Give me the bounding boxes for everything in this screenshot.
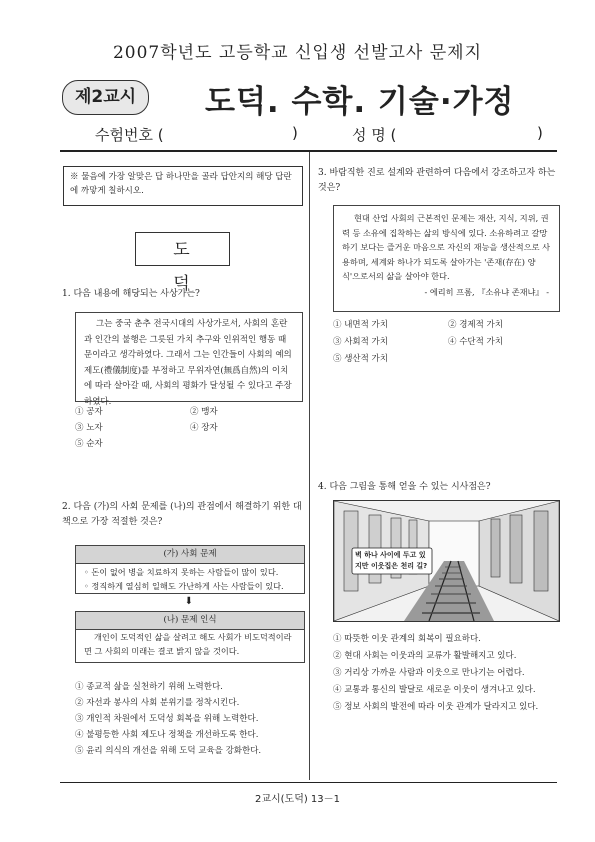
q3-stem: 3. 바람직한 진로 설계와 관련하여 다음에서 강조하고자 하는 것은? xyxy=(318,168,556,193)
q4-option-4: ④ 교통과 통신의 발달로 새로운 이웃이 생겨나고 있다. xyxy=(333,685,536,695)
q2-box-b-text: 개인이 도덕적인 삶을 살려고 해도 사회가 비도덕적이라면 그 사회의 미래는 결코 밝지 않을 것이다. xyxy=(84,632,292,656)
q2-option-1: ① 종교적 삶을 실천하기 위해 노력한다. xyxy=(75,682,223,692)
q3-option-1: ① 내면적 가치 xyxy=(333,320,388,330)
exam-title: 2007학년도 고등학교 신입생 선발고사 문제지 xyxy=(112,43,483,63)
q2-box-a-line-1: ◦ 돈이 없어 병을 치료하지 못하는 사람들이 많이 있다. xyxy=(84,567,279,577)
subjects-title: 도덕. 수학. 기술·가정 xyxy=(205,84,515,120)
q1-passage: 그는 중국 춘추 전국시대의 사상가로서, 사회의 혼란과 인간의 불행은 그릇된 가치 추구와 인위적인 행동 때문이라고 생각하였다. 그래서 그는 인간들이 사회의 예의 제도(禮儀制度)를 부정하고 무위자연(無爲自然)의 이치에 따라 살아갈 때, 사회의 평화가 달성될 수 있다고 주장하였다. xyxy=(75,312,303,402)
name-close: ) xyxy=(537,124,543,142)
q3-option-5: ⑤ 생산적 가치 xyxy=(333,354,388,364)
q2-box-a xyxy=(75,545,305,594)
q4-stem: 4. 다음 그림을 통해 얻을 수 있는 시사점은? xyxy=(318,482,491,492)
q4-option-2: ② 현대 사회는 이웃과의 교류가 활발해지고 있다. xyxy=(333,651,517,661)
q1-option-1: ① 공자 xyxy=(75,407,103,417)
page-footer: 2교시(도덕) 13－1 xyxy=(254,794,341,805)
q2-stem: 2. 다음 (가)의 사회 문제를 (나)의 관점에서 해결하기 위한 대책으로 가장 적절한 것은? xyxy=(62,502,302,527)
exam-number-close: ) xyxy=(292,124,298,142)
q3-option-4: ④ 수단적 가치 xyxy=(448,337,503,347)
q2-box-a-line-2: ◦ 정직하게 열심히 일해도 가난하게 사는 사람들이 있다. xyxy=(84,581,284,591)
q2-option-2: ② 자선과 봉사의 사회 분위기를 정착시킨다. xyxy=(75,698,240,708)
q4-speech-bubble: 벽 하나 사이에 두고 있지만 이웃집은 천리 길? xyxy=(355,551,428,570)
exam-number-label: 수험번호 ( xyxy=(95,126,164,144)
q2-box-b xyxy=(75,611,305,663)
name-label: 성 명 ( xyxy=(352,126,397,144)
q1-option-3: ③ 노자 xyxy=(75,423,103,433)
down-arrow-icon: ⬇ xyxy=(184,596,194,607)
footer-rule xyxy=(60,782,557,783)
section-heading: 도 덕 xyxy=(135,232,230,266)
q2-box-b-title: (나) 문제 인식 xyxy=(76,612,304,630)
q2-option-4: ④ 불평등한 사회 제도나 정책을 개선하도록 한다. xyxy=(75,730,259,740)
q2-option-3: ③ 개인적 차원에서 도덕성 회복을 위해 노력한다. xyxy=(75,714,259,724)
q1-option-2: ② 맹자 xyxy=(190,407,218,417)
period-badge: 제2교시 xyxy=(62,80,149,115)
q3-option-3: ③ 사회적 가치 xyxy=(333,337,388,347)
q4-illustration xyxy=(333,500,560,622)
q2-option-5: ⑤ 윤리 의식의 개선을 위해 도덕 교육을 강화한다. xyxy=(75,746,262,756)
q3-option-2: ② 경제적 가치 xyxy=(448,320,503,330)
column-divider xyxy=(309,152,310,780)
q4-option-3: ③ 거리상 가까운 사람과 이웃으로 만나기는 어렵다. xyxy=(333,668,525,678)
q1-option-4: ④ 장자 xyxy=(190,423,218,433)
q4-option-1: ① 따뜻한 이웃 관계의 회복이 필요하다. xyxy=(333,634,481,644)
q2-box-a-title: (가) 사회 문제 xyxy=(76,546,304,564)
q4-option-5: ⑤ 정보 사회의 발전에 따라 이웃 관계가 달라지고 있다. xyxy=(333,702,539,712)
q3-passage: 현대 산업 사회의 근본적인 문제는 재산, 지식, 지위, 권력 등 소유에 집착하는 삶의 방식에 있다. 소유하려고 갈망하기 보다는 즐거운 마음으로 자신의 재능을 생산적으로 사용하며, 세계와 하나가 되도록 살아가는 '존재(存在) 양식'으로서의 삶을 살아야 한다. xyxy=(342,213,551,281)
q3-citation: - 에리히 프롬, 『소유냐 존재냐』 - xyxy=(424,286,549,297)
instructions-box: ※ 물음에 가장 알맞은 답 하나만을 골라 답안지의 해당 답란에 까맣게 칠하시오. xyxy=(63,166,303,206)
q1-option-5: ⑤ 순자 xyxy=(75,439,103,449)
q1-stem: 1. 다음 내용에 해당되는 사상가는? xyxy=(62,289,200,299)
q3-passage-box xyxy=(333,205,560,312)
